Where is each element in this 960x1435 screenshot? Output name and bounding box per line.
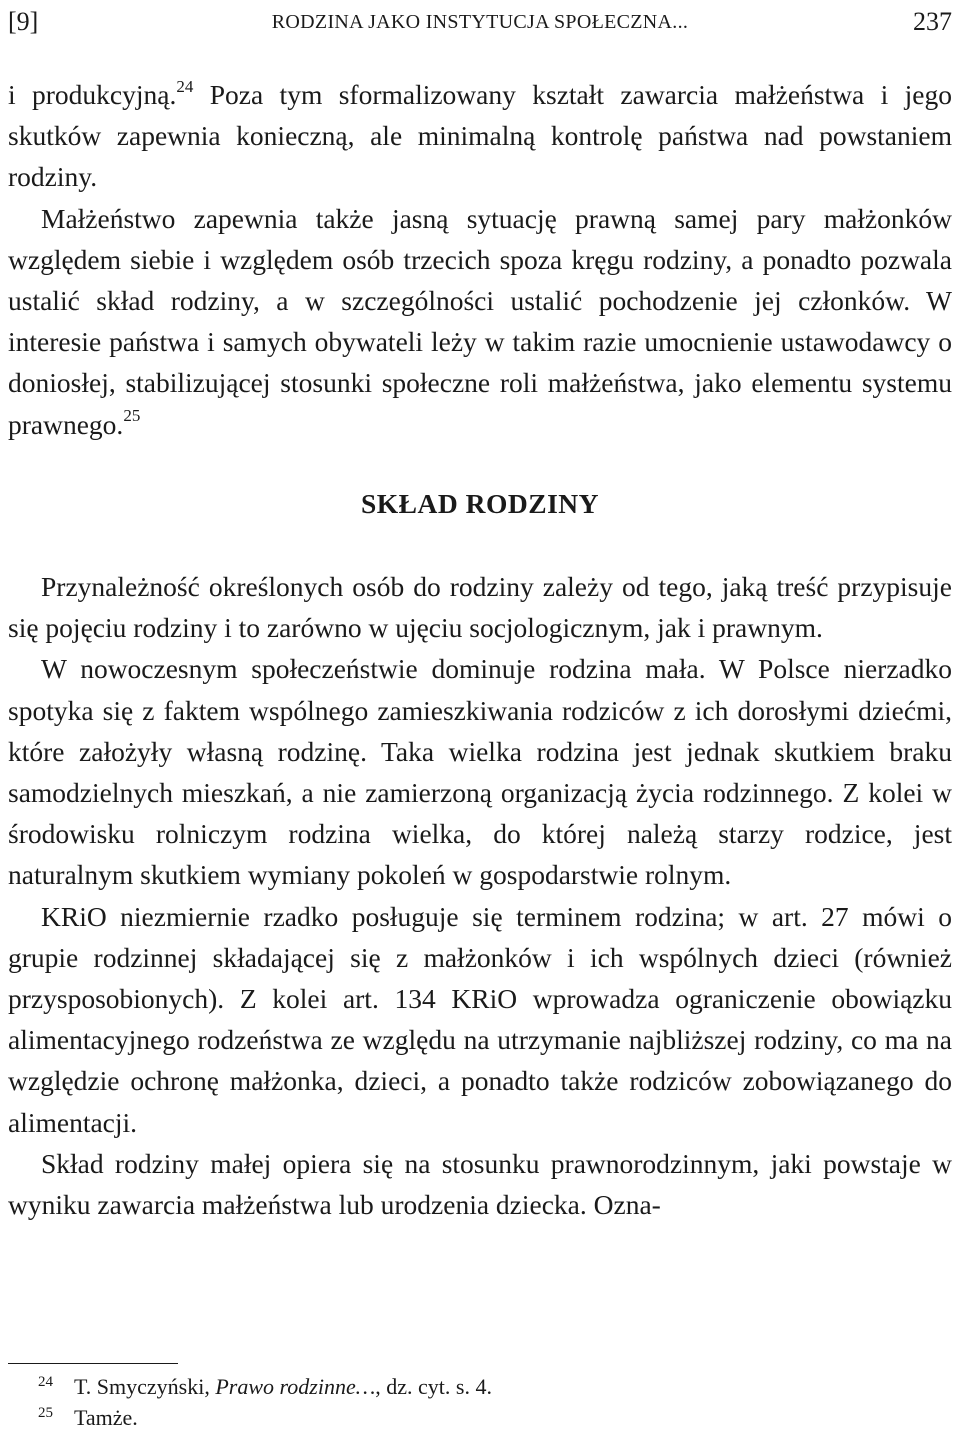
body-text <box>8 74 952 1225</box>
footnote-separator <box>8 1363 178 1364</box>
footnote-24: 24 T. Smyczyński, Prawo rodzinne…, dz. cyt. s. 4. <box>38 1373 952 1404</box>
paragraph: Małżeństwo zapewnia także jasną sytuację prawną samej pary małżonków względem siebie i względem osób trzecich spoza kręgu rodziny, a ponadto pozwala ustalić skład rodziny, a w szczególności ustalić pochodzenie jej członków. W interesie państwa i samych obywateli leży w takim razie umocnienie ustawodawcy o doniosłej, stabilizującej stosunki społeczne roli małżeństwa, jako elementu systemu prawnego.$^{25}$ <box>8 202 952 440</box>
paragraph: Przynależność określonych osób do rodziny zależy od tego, jaką treść przypisuje się pojęciu rodziny i to zarówno w ujęciu socjologicznym, jak i prawnym. <box>8 571 952 644</box>
footnote-ref-24[interactable]: 24 <box>176 76 194 96</box>
paragraph-continued: i produkcyjną.$^{24}$ Poza tym sformalizowany kształt zawarcia małżeństwa i jego skutków zapewnia konieczną, ale minimalną kontrolę państwa nad powstaniem rodziny. <box>8 76 952 193</box>
cited-title: Prawo rodzinne… <box>215 1374 376 1399</box>
paragraph: KRiO niezmiernie rzadko posługuje się terminem rodzina; w art. 27 mówi o grupie rodzinnej składającej się z małżonków i ich wspólnych dzieci (również przysposobionych). Z kolei art. 134 KRiO wprowadza ograniczenie obowiązku alimentacyjnego rodzeństwa ze względu na utrzymanie najbliższej rodziny, co ma na względzie ochronę małżonka, dzieci, a ponadto także rodziców zobowiązanego do alimentacji. <box>8 900 952 1138</box>
section-heading: SKŁAD RODZINY <box>361 487 599 519</box>
page-number: 237 <box>913 7 952 36</box>
footnote-number: 25 <box>38 1405 53 1421</box>
running-header <box>8 4 952 44</box>
paragraph: W nowoczesnym społeczeństwie dominuje rodzina mała. W Polsce nierzadko spotyka się z faktem wspólnego zamieszkiwania rodziców z ich dorosłymi dziećmi, które założyły własną rodzinę. Taka wielka rodzina jest jednak skutkiem braku samodzielnych mieszkań, a nie zamierzoną organizacją życia rodzinnego. Z kolei w środowisku rolniczym rodzina wielka, do której należą starzy rodzice, jest naturalnym skutkiem wymiany pokoleń w gospodarstwie rolnym. <box>8 653 952 891</box>
footnote-25: 25 Tamże. <box>38 1404 952 1435</box>
running-title: RODZINA JAKO INSTYTUCJA SPOŁECZNA... <box>271 11 689 33</box>
footnote-number: 24 <box>38 1374 53 1390</box>
chapter-marker: [9] <box>8 7 39 36</box>
footnotes <box>38 1373 952 1435</box>
paragraph: Skład rodziny małej opiera się na stosunku prawnorodzinnym, jaki powstaje w wyniku zawarcia małżeństwa lub urodzenia dziecka. Ozna- <box>8 1147 952 1221</box>
footnote-ref-25[interactable]: 25 <box>123 406 141 426</box>
